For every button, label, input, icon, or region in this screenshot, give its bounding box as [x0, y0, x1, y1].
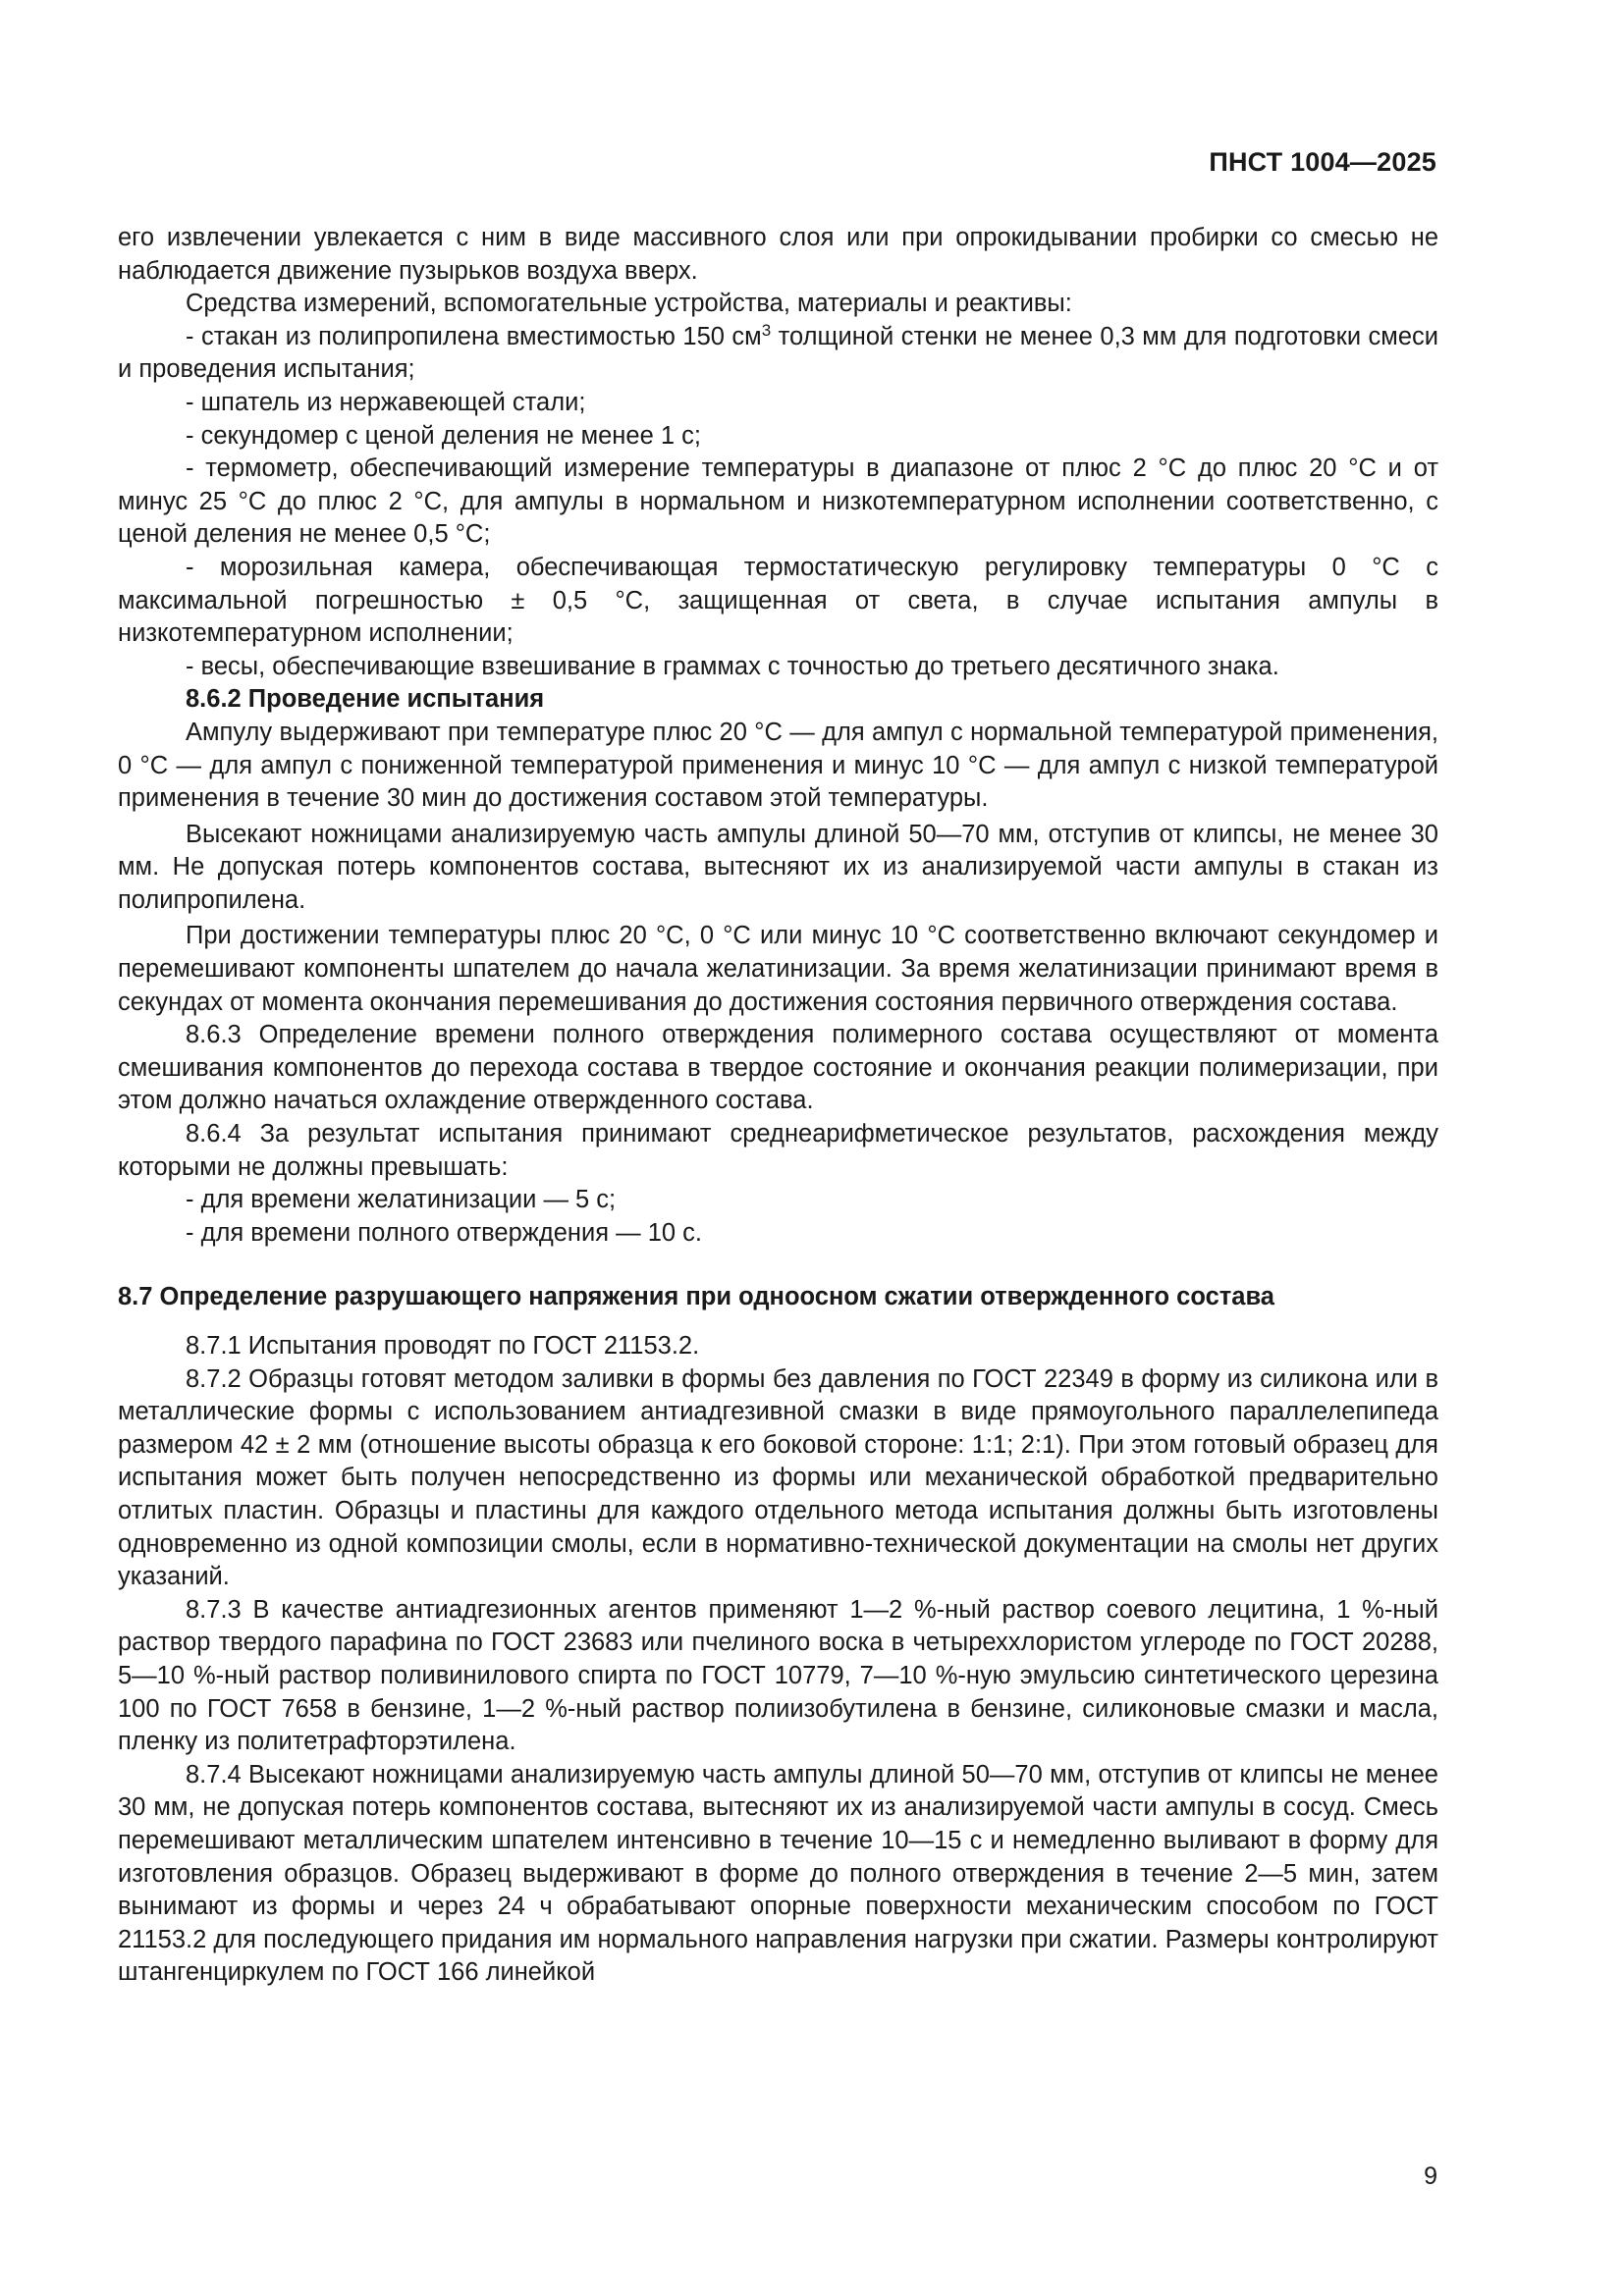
list-item-beaker [118, 321, 1438, 387]
paragraph-8-7-3: 8.7.3 В качестве антиадгезионных агентов применяют 1—2 %-ный раствор соевого лецитина, 1 %-ный раствор твердого парафина по ГОСТ 23683 или пчелиного воска в четыреххлористом углероде по ГОСТ 20288, 5—10 %-ный раствор поливинилового спирта по ГОСТ 10779, 7—10 %-ную эмульсию синтетического церезина 100 по ГОСТ 7658 в бензине, 1—2 %-ный раствор полиизобутилена в бензине, силиконовые смазки и масла, пленку из политетрафторэтилена. [118, 1595, 1438, 1756]
paragraph-8-6-2-b: Высекают ножницами анализируемую часть ампулы длиной 50—70 мм, отступив от клипсы, не менее 30 мм. Не допуская потерь компонентов состава, вытесняют их из анализируемой части ампулы в стакан из полипропилена. [118, 820, 1438, 914]
page-number: 9 [1424, 2163, 1437, 2190]
list-item-thermometer: - термометр, обеспечивающий измерение температуры в диапазоне от плюс 2 °С до плюс 20 °С и от минус 25 °С до плюс 2 °С, для ампулы в нормальном и низкотемпературном исполнении соответственно, с ценой деления не менее 0,5 °С; [118, 454, 1438, 549]
paragraph-8-7-1: 8.7.1 Испытания проводят по ГОСТ 21153.2. [186, 1332, 700, 1360]
list-item-gelation-time: - для времени желатинизации — 5 с; [186, 1186, 617, 1214]
list-item-spatula: - шпатель из нержавеющей стали; [186, 388, 586, 416]
paragraph-8-6-2-c: При достижении температуры плюс 20 °С, 0 °С или минус 10 °С соответственно включают секундомер и перемешивают компоненты шпателем до начала желатинизации. За время желатинизации принимают время в секундах от момента окончания перемешивания до достижения состояния первичного отверждения состава. [118, 922, 1438, 1016]
list-item-scales: - весы, обеспечивающие взвешивание в граммах с точностью до третьего десятичного знака. [186, 652, 1279, 680]
document-body [118, 222, 1438, 1990]
paragraph-8-7-4: 8.7.4 Высекают ножницами анализируемую часть ампулы длиной 50—70 мм, отступив от клипсы не менее 30 мм, не допуская потерь компонентов состава, вытесняют их из анализируемой части ампулы в сосуд. Смесь перемешивают металлическим шпателем интенсивно в течение 10—15 с и немедленно выливают в форму для изготовления образцов. Образец выдерживают в форме до полного отверждения в течение 2—5 мин, затем вынимают из формы и через 24 ч обрабатывают опорные поверхности механическим способом по ГОСТ 21153.2 для последующего придания им нормального направления нагрузки при сжатии. Размеры контролируют штангенциркулем по ГОСТ 166 линейкой [118, 1760, 1438, 1987]
list-item-full-cure-time: - для времени полного отверждения — 10 с. [186, 1218, 702, 1247]
paragraph-8-6-2-a: Ампулу выдерживают при температуре плюс 20 °С — для ампул с нормальной температурой применения, 0 °С — для ампул с пониженной температурой применения и минус 10 °С — для ампул с низкой температурой применения в течение 30 мин до достижения составом этой температуры. [118, 718, 1438, 813]
list-item-beaker-text-b: толщиной стенки не менее 0,3 мм для подготовки смеси и проведения испытания; [118, 322, 1438, 384]
paragraph-8-6-4: 8.6.4 За результат испытания принимают среднеарифметическое результатов, расхождения между которыми не должны превышать: [118, 1120, 1438, 1181]
paragraph-8-6-3: 8.6.3 Определение времени полного отверждения полимерного состава осуществляют от момента смешивания компонентов до перехода состава в твердое состояние и окончания реакции полимеризации, при этом должно начаться охлаждение отвержденного состава. [118, 1021, 1438, 1115]
paragraph-8-7-2: 8.7.2 Образцы готовят методом заливки в формы без давления по ГОСТ 22349 в форму из силикона или в металлические формы с использованием антиадгезивной смазки в виде прямоугольного параллелепипеда размером 42 ± 2 мм (отношение высоты образца к его боковой стороне: 1:1; 2:1). При этом готовый образец для испытания может быть получен непосредственно из формы или механической обработкой предварительно отлитых пластин. Образцы и пластины для каждого отдельного метода испытания должны быть изготовлены одновременно из одной композиции смолы, если в нормативно-технической документации на смолы нет других указаний. [118, 1364, 1438, 1591]
list-item-beaker-text-a: - стакан из полипропилена вместимостью 150 см [186, 322, 762, 350]
list-item-freezer: - морозильная камера, обеспечивающая термостатическую регулировку температуры 0 °С с максимальной погрешностью ± 0,5 °С, защищенная от света, в случае испытания ампулы в низкотемпературном исполнении; [118, 553, 1438, 648]
paragraph-continuation: его извлечении увлекается с ним в виде массивного слоя или при опрокидывании пробирки со смесью не наблюдается движение пузырьков воздуха вверх. [118, 224, 1438, 285]
subsection-heading-8-6-2: 8.6.2 Проведение испытания [186, 685, 545, 714]
paragraph-equipment-intro: Средства измерений, вспомогательные устройства, материалы и реактивы: [186, 290, 1072, 318]
superscript-cubic: 3 [761, 320, 772, 340]
document-code: ПНСТ 1004—2025 [1209, 147, 1436, 177]
list-item-stopwatch: - секундомер с ценой деления не менее 1 с; [186, 421, 701, 450]
section-heading-8-7: 8.7 Определение разрушающего напряжения при одноосном сжатии отвержденного состава [118, 1283, 1274, 1311]
